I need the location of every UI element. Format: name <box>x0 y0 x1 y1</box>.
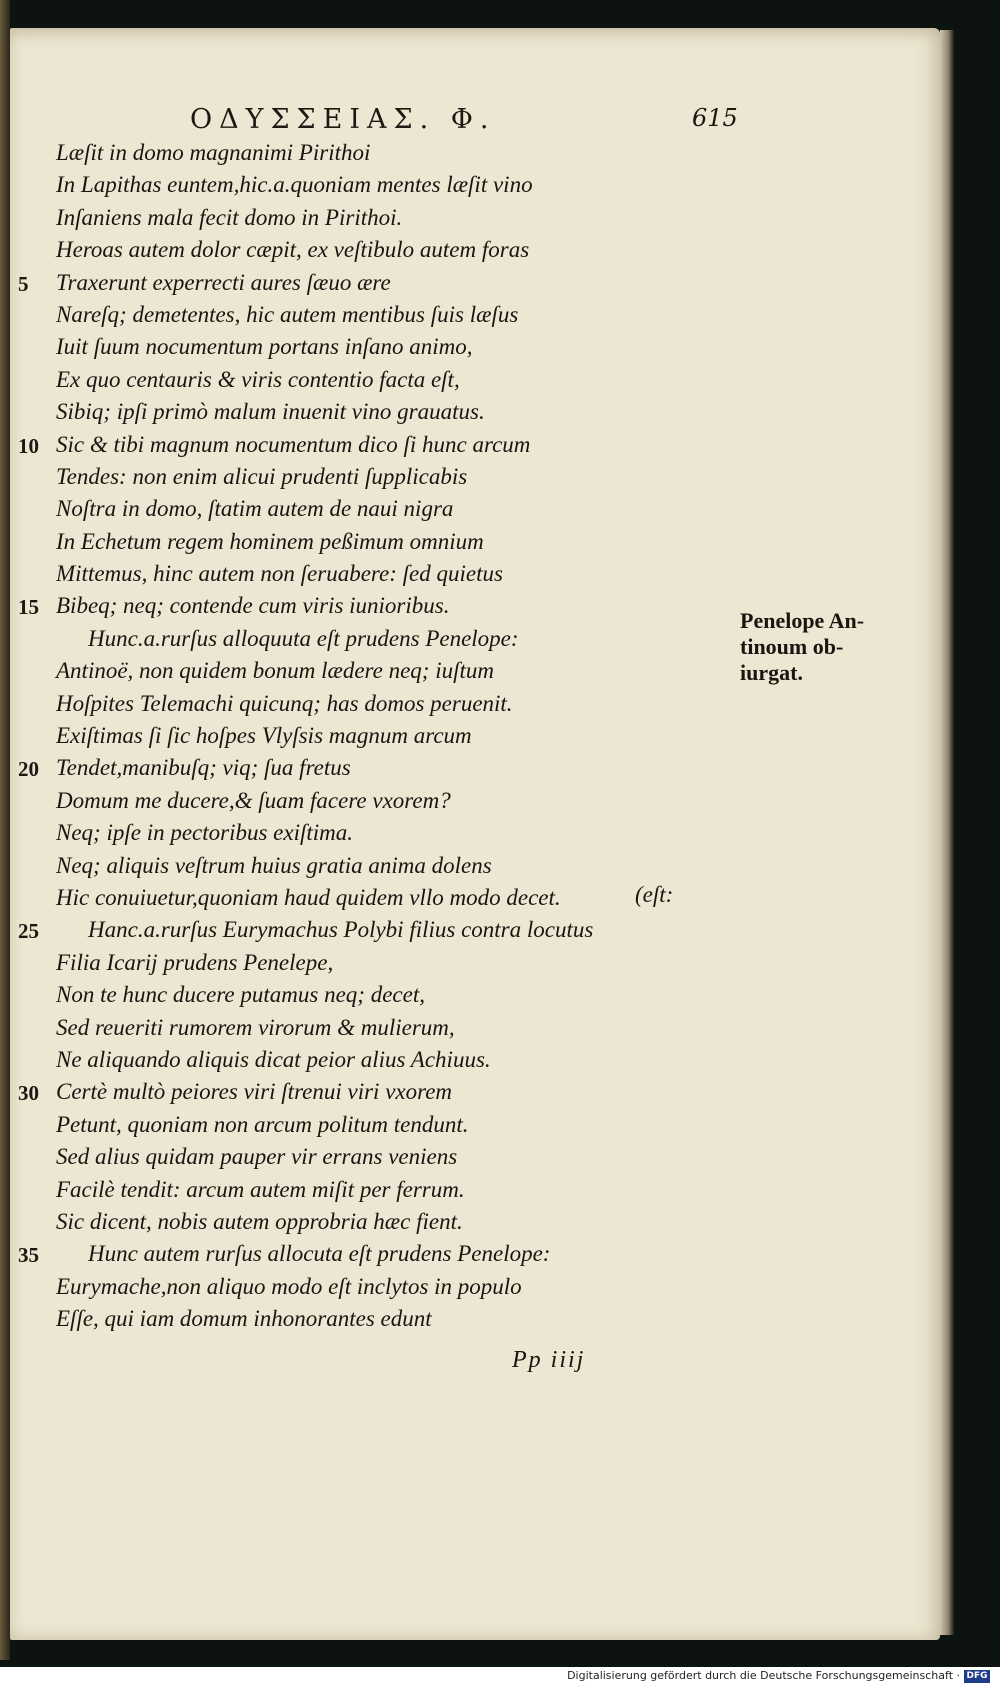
verse-line <box>18 1047 718 1079</box>
verse-line <box>18 658 718 690</box>
verse-text: Domum me ducere,& ſuam facere vxorem? <box>56 787 451 813</box>
verse-text: In Echetum regem hominem peßimum omnium <box>56 528 484 554</box>
verse-text: Tendet,manibuſq; viq; ſua fretus <box>56 755 351 781</box>
verse-text: Eſſe, qui iam domum inhonorantes edunt <box>56 1306 432 1332</box>
verse-line <box>18 820 718 852</box>
verse-line <box>18 1177 718 1209</box>
verse-text: Non te hunc ducere putamus neq; decet, <box>56 982 425 1008</box>
verse-line <box>18 399 718 431</box>
verse-line <box>18 1209 718 1241</box>
verse-line <box>18 529 718 561</box>
verse-text: Facilè tendit: arcum autem miſit per ferrum. <box>56 1176 465 1202</box>
verse-text: Sed reueriti rumorem virorum & mulierum, <box>56 1014 455 1040</box>
marginal-note <box>740 608 900 686</box>
verse-line <box>18 496 718 528</box>
verse-line <box>18 367 718 399</box>
verse-text: Traxerunt experrecti aures ſæuo ære <box>56 269 391 295</box>
verse-line <box>18 755 718 787</box>
verse-line <box>18 950 718 982</box>
line-number: 5 <box>18 271 29 296</box>
line-continuation: (eſt: <box>635 882 674 907</box>
verse-text: Læſit in domo magnanimi Pirithoi <box>56 140 371 165</box>
verse-text: Ex quo centauris & viris contentio facta eſt, <box>56 366 460 392</box>
verse-text: Tendes: non enim alicui prudenti ſupplicabis <box>56 463 468 489</box>
verse-line <box>18 1306 718 1338</box>
verse-text: Sed alius quidam pauper vir errans veniens <box>56 1144 458 1170</box>
verse-text: Hoſpites Telemachi quicunq; has domos peruenit. <box>56 690 513 716</box>
verse-line <box>18 205 718 237</box>
marginal-note-line: tinoum ob- <box>740 634 844 659</box>
signature-mark: Pp iiij <box>512 1347 586 1373</box>
verse-line <box>18 140 718 172</box>
book-spine <box>0 0 10 1660</box>
verse-text: Noſtra in domo, ſtatim autem de naui nigra <box>56 496 454 522</box>
digitization-footer <box>0 1667 1000 1687</box>
verse-line <box>18 237 718 269</box>
verse-text: In Lapithas euntem,hic.a.quoniam mentes læſit vino <box>56 172 533 198</box>
verse-text: Certè multò peiores viri ſtrenui viri vxorem <box>56 1079 453 1105</box>
verse-text: Exiſtimas ſi ſic hoſpes Vlyſsis magnum arcum <box>56 723 472 749</box>
verse-line <box>18 464 718 496</box>
marginal-note-line: Penelope An- <box>740 608 865 633</box>
verse-line <box>18 691 718 723</box>
running-header <box>190 104 790 134</box>
verse-text: Hunc autem rurſus allocuta eſt prudens Penelope: <box>88 1241 551 1267</box>
line-number: 25 <box>18 919 39 944</box>
line-number: 15 <box>18 595 39 620</box>
verse-line <box>18 626 718 658</box>
verse-line <box>18 982 718 1014</box>
verse-line <box>18 432 718 464</box>
verse-line <box>18 885 718 917</box>
verse-line <box>18 917 718 949</box>
verse-line <box>18 853 718 885</box>
line-number: 10 <box>18 433 39 458</box>
verse-text: Nareſq; demetentes, hic autem mentibus ſuis læſus <box>56 301 519 327</box>
verse-line <box>18 1274 718 1306</box>
verse-text: Ne aliquando aliquis dicat peior alius Achiuus. <box>56 1046 491 1072</box>
verse-text: Petunt, quoniam non arcum politum tendunt. <box>56 1111 469 1137</box>
verse-line <box>18 334 718 366</box>
footer-credit: Digitalisierung gefördert durch die Deutsche Forschungsgemeinschaft · <box>567 1669 960 1682</box>
verse-text: Neq; ipſe in pectoribus exiſtima. <box>56 820 354 846</box>
verse-text: Sic & tibi magnum nocumentum dico ſi hunc arcum <box>56 431 531 457</box>
verse-line <box>18 1015 718 1047</box>
verse-text: Heroas autem dolor cæpit, ex veſtibulo autem foras <box>56 237 530 263</box>
verse-line <box>18 723 718 755</box>
verse-text: Hunc.a.rurſus alloquuta eſt prudens Penelope: <box>88 625 519 651</box>
verse-text: Filia Icarij prudens Penelepe, <box>56 949 334 975</box>
verse-line <box>18 788 718 820</box>
verse-text: Sibiq; ipſi primò malum inuenit vino grauatus. <box>56 399 485 425</box>
verse-text: Mittemus, hinc autem non ſeruabere: ſed quietus <box>56 561 503 587</box>
verse-text: Bibeq; neq; contende cum viris iunioribus. <box>56 593 450 619</box>
verse-text: Hic conuiuetur,quoniam haud quidem vllo modo decet. <box>56 884 561 910</box>
verse-text: Sic dicent, nobis autem opprobria hæc fient. <box>56 1208 463 1234</box>
verse-line <box>18 302 718 334</box>
verse-text: Hanc.a.rurſus Eurymachus Polybi filius contra locutus <box>88 917 594 943</box>
verse-text: Iuit ſuum nocumentum portans inſano animo, <box>56 334 473 360</box>
line-number: 30 <box>18 1081 39 1106</box>
page-edge <box>940 30 954 1635</box>
marginal-note-line: iurgat. <box>740 660 803 685</box>
verse-line <box>18 1079 718 1111</box>
verse-text: Eurymache,non aliquo modo eſt inclytos in populo <box>56 1273 522 1299</box>
verse-line <box>18 561 718 593</box>
verse-line <box>18 1112 718 1144</box>
verse-block <box>18 140 718 1338</box>
dfg-logo: DFG <box>964 1670 990 1683</box>
verse-text: Antinoë, non quidem bonum lædere neq; iuſtum <box>56 658 494 684</box>
line-number: 35 <box>18 1243 39 1268</box>
running-title: ΟΔΥΣΣΕΙΑΣ. Φ. <box>190 104 496 135</box>
verse-text: Neq; aliquis veſtrum huius gratia anima dolens <box>56 852 492 878</box>
verse-text: Inſaniens mala fecit domo in Pirithoi. <box>56 204 403 230</box>
page-number: 615 <box>692 104 738 132</box>
verse-line <box>18 1241 718 1273</box>
verse-line <box>18 270 718 302</box>
verse-line <box>18 1144 718 1176</box>
verse-line <box>18 172 718 204</box>
line-number: 20 <box>18 757 39 782</box>
verse-line <box>18 593 718 625</box>
